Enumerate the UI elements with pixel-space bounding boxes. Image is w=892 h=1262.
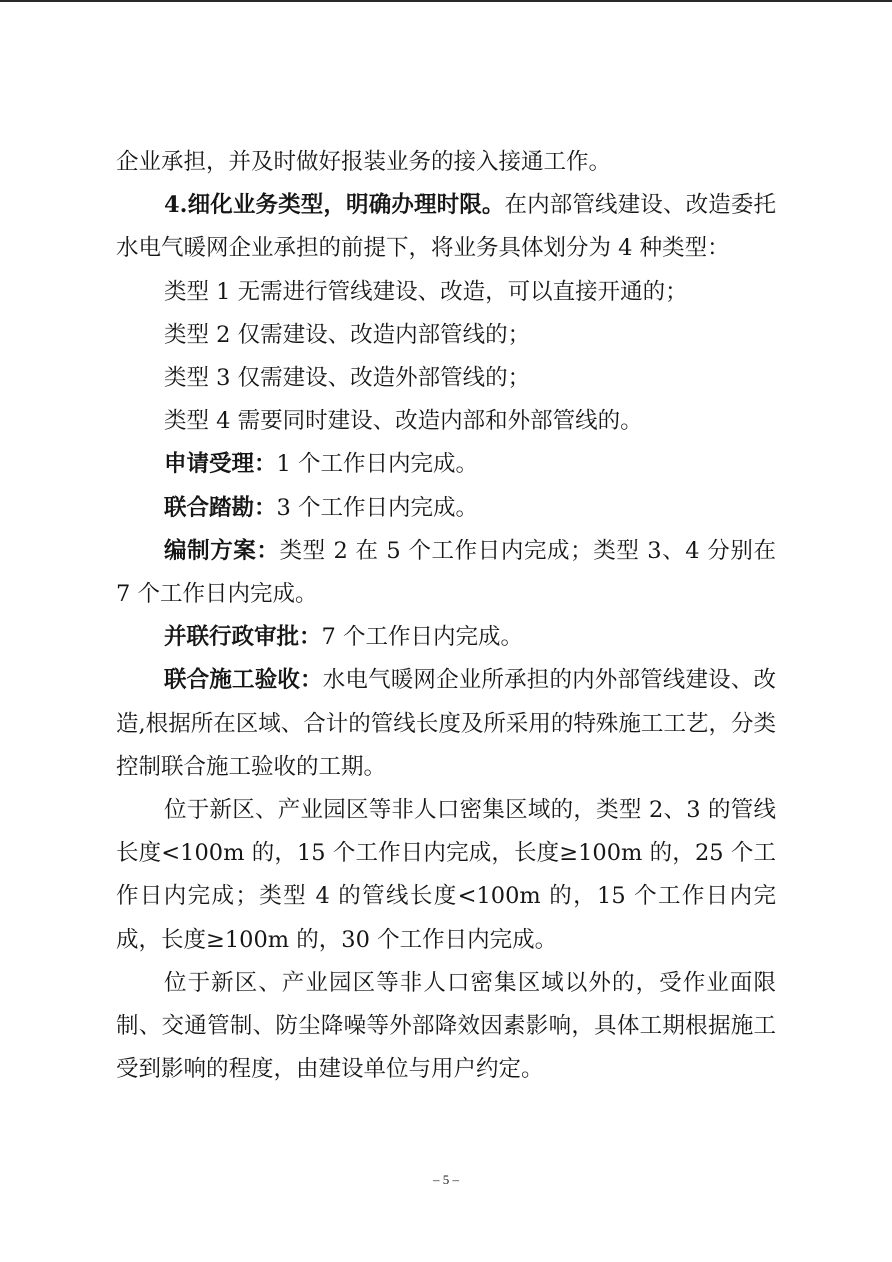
paragraph-text: 企业承担，并及时做好报装业务的接入接通工作。: [116, 149, 612, 175]
dense-area-rule: [116, 962, 776, 1092]
term-label: 编制方案：: [164, 537, 280, 564]
type-3-item: [116, 357, 776, 400]
top-border-line: [0, 0, 892, 2]
paragraph-text: 位于新区、产业园区等非人口密集区域的，类型 2、3 的管线长度<100m 的，15 个工作日内完成，长度≥100m 的，25 个工作日内完成；类型 4 的管线长度<100m 的，15 个工作日内完成，长度≥100m 的，30 个工作日内完成。: [116, 797, 776, 953]
term-label: 并联行政审批：: [164, 624, 322, 651]
plan-preparation: [116, 530, 776, 616]
paragraph-text: 位于新区、产业园区等非人口密集区域以外的，受作业面限制、交通管制、防尘降噪等外部降效因素影响，具体工期根据施工受到影响的程度，由建设单位与用户约定。: [116, 969, 776, 1083]
type-1-item: [116, 271, 776, 314]
non-dense-area-rule: [116, 789, 776, 962]
joint-construction-acceptance: [116, 659, 776, 789]
paragraph-text: 类型 1 无需进行管线建设、改造，可以直接开通的；: [164, 278, 688, 305]
joint-survey: [116, 487, 776, 530]
body-text: [116, 141, 776, 1091]
paragraph-text: 水电气暖网企业所承担的内外部管线建设、改造,根据所在区域、合计的管线长度及所采用的特殊施工工艺，分类控制联合施工验收的工期。: [116, 667, 776, 780]
section-heading: 4.细化业务类型，明确办理时限。: [164, 192, 505, 219]
term-label: 申请受理：: [164, 451, 277, 478]
section-heading-paragraph: [116, 184, 776, 270]
paragraph-text: 类型 2 仅需建设、改造内部管线的；: [164, 321, 531, 348]
term-label: 联合踏勘：: [164, 494, 277, 521]
paragraph-text: 1 个工作日内完成。: [276, 451, 478, 478]
type-2-item: [116, 314, 776, 357]
paragraph-text: 类型 4 需要同时建设、改造内部和外部管线的。: [164, 408, 643, 435]
paragraph-text: 类型 3 仅需建设、改造外部管线的；: [164, 365, 531, 392]
page-number: – 5 –: [433, 1172, 459, 1187]
paragraph-text: 类型 2 在 5 个工作日内完成；类型 3、4 分别在 7 个工作日内完成。: [116, 537, 776, 608]
parallel-approval: [116, 616, 776, 659]
type-4-item: [116, 400, 776, 443]
application-acceptance: [116, 443, 776, 486]
paragraph-text: 在内部管线建设、改造委托水电气暖网企业承担的前提下，将业务具体划分为 4 种类型：: [116, 192, 776, 262]
paragraph-text: 7 个工作日内完成。: [321, 624, 523, 651]
paragraph-text: 3 个工作日内完成。: [276, 494, 478, 521]
term-label: 联合施工验收：: [164, 667, 323, 694]
paragraph-continuation: [116, 141, 776, 184]
